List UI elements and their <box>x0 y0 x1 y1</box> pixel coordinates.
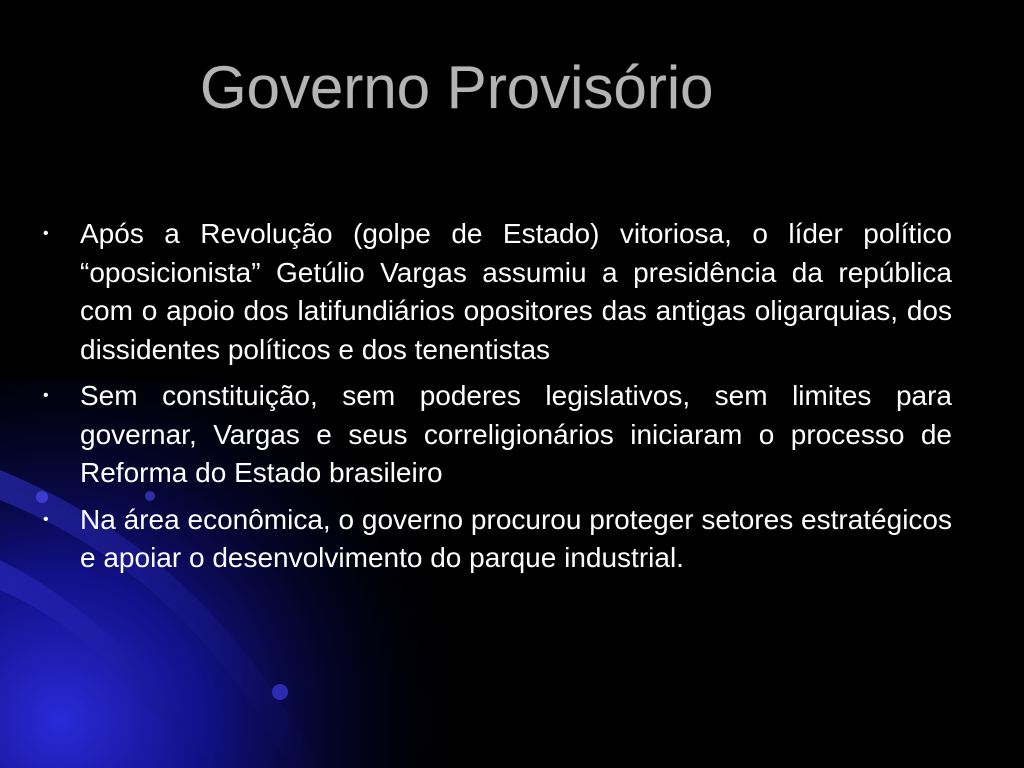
bullet-list <box>43 215 952 586</box>
bullet-item <box>43 377 952 493</box>
bullet-marker: • <box>43 387 49 404</box>
slide-title: Governo Provisório <box>200 54 714 121</box>
bullet-item <box>43 215 952 369</box>
bullet-text: Sem constituição, sem poderes legislativos, sem limites para governar, Vargas e seus correligionários iniciaram o processo de Reforma do Estado brasileiro <box>80 380 952 488</box>
glow-dot <box>272 684 288 700</box>
bullet-marker: • <box>43 225 49 242</box>
bullet-text: Após a Revolução (golpe de Estado) vitoriosa, o líder político “oposicionista” Getúlio Vargas assumiu a presidência da república com o apoio dos latifundiários opositores das antigas oligarquias, dos dissidentes políticos e dos tenentistas <box>80 218 952 365</box>
bullet-text: Na área econômica, o governo procurou proteger setores estratégicos e apoiar o desenvolvimento do parque industrial. <box>80 503 952 573</box>
bullet-marker: • <box>43 510 49 528</box>
bullet-item <box>43 501 952 578</box>
